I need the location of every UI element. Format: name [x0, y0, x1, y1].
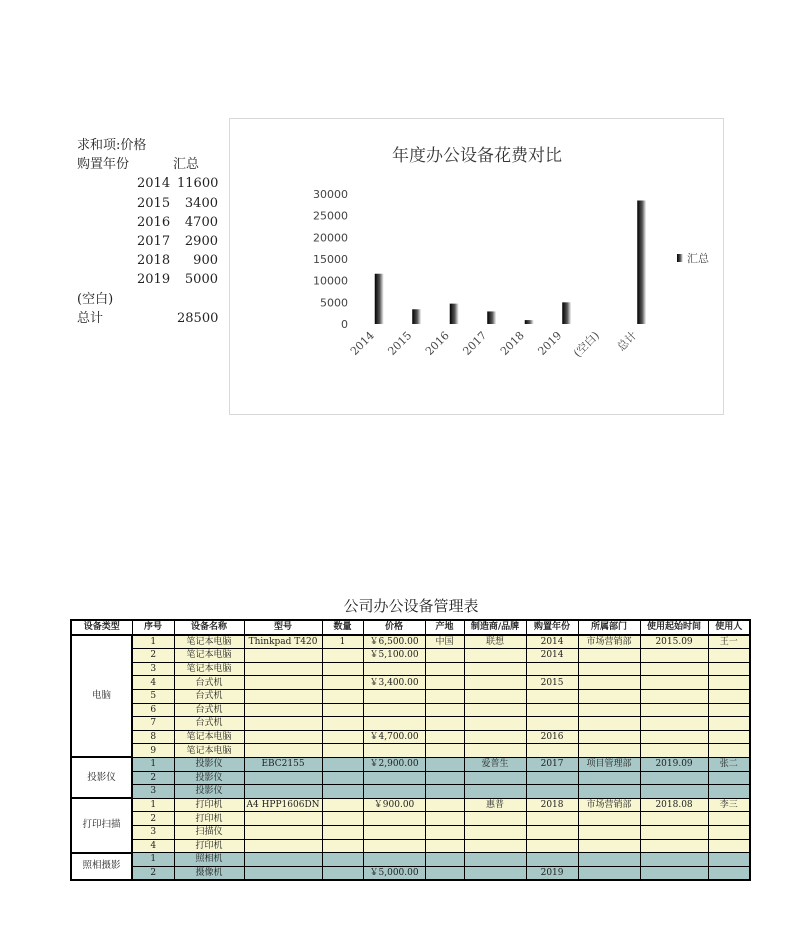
table-cell[interactable]: 6: [132, 703, 174, 717]
pivot-row-value: 900: [193, 253, 218, 269]
table-cell[interactable]: 2018.08: [640, 798, 708, 812]
table-cell[interactable]: 2014: [526, 635, 578, 649]
table-cell[interactable]: [578, 689, 640, 703]
table-cell[interactable]: [425, 757, 464, 771]
table-row: [71, 676, 750, 690]
table-cell[interactable]: [363, 744, 425, 758]
table-cell[interactable]: [322, 662, 363, 676]
table-cell[interactable]: [464, 703, 526, 717]
column-header[interactable]: 制造商/品牌: [464, 620, 526, 635]
pivot-header: 求和项:价格: [77, 138, 147, 153]
table-cell[interactable]: 照相机: [174, 853, 244, 867]
table-cell[interactable]: [578, 812, 640, 826]
category-cell[interactable]: 打印扫描: [71, 798, 132, 852]
pivot-row-value: 5000: [184, 272, 218, 288]
table-cell[interactable]: 投影仪: [174, 757, 244, 771]
table-cell[interactable]: [708, 785, 750, 799]
table-cell[interactable]: 1: [132, 635, 174, 649]
table-cell[interactable]: 笔记本电脑: [174, 662, 244, 676]
bar-2017: [487, 311, 496, 324]
table-cell[interactable]: 台式机: [174, 717, 244, 731]
table-cell[interactable]: [363, 771, 425, 785]
table-cell[interactable]: [244, 812, 322, 826]
bar-2019: [562, 302, 571, 324]
category-cell[interactable]: 照相摄影: [71, 853, 132, 881]
table-cell[interactable]: 打印机: [174, 839, 244, 853]
table-cell[interactable]: [464, 866, 526, 880]
table-cell[interactable]: [708, 866, 750, 880]
table-cell[interactable]: 2018: [526, 798, 578, 812]
legend-swatch: [677, 254, 683, 262]
x-tick-label: 2018: [497, 328, 527, 358]
column-header[interactable]: 所属部门: [578, 620, 640, 635]
x-tick-label: 2017: [460, 328, 490, 358]
table-cell[interactable]: EBC2155: [244, 757, 322, 771]
table-cell[interactable]: [363, 825, 425, 839]
x-tick-label: 2019: [535, 328, 565, 358]
table-cell[interactable]: [425, 730, 464, 744]
table-cell[interactable]: [526, 825, 578, 839]
table-cell[interactable]: 2019: [526, 866, 578, 880]
table-cell[interactable]: 联想: [464, 635, 526, 649]
table-cell[interactable]: [322, 812, 363, 826]
column-header[interactable]: 设备名称: [174, 620, 244, 635]
table-cell[interactable]: [464, 785, 526, 799]
table-cell[interactable]: ￥5,000.00: [363, 866, 425, 880]
column-header[interactable]: 型号: [244, 620, 322, 635]
pivot-row-year: 2016: [137, 214, 171, 230]
table-cell[interactable]: [464, 771, 526, 785]
table-cell[interactable]: [425, 649, 464, 663]
category-cell[interactable]: 电脑: [71, 635, 132, 758]
table-cell[interactable]: [526, 717, 578, 731]
table-cell[interactable]: 台式机: [174, 689, 244, 703]
table-cell[interactable]: [640, 717, 708, 731]
table-cell[interactable]: [640, 676, 708, 690]
table-cell[interactable]: [363, 662, 425, 676]
table-cell[interactable]: [322, 825, 363, 839]
legend-label: 汇总: [687, 252, 709, 265]
table-cell[interactable]: [640, 662, 708, 676]
table-cell[interactable]: [425, 771, 464, 785]
table-cell[interactable]: [526, 771, 578, 785]
table-cell[interactable]: [244, 853, 322, 867]
table-cell[interactable]: [425, 689, 464, 703]
table-cell[interactable]: 2: [132, 649, 174, 663]
table-cell[interactable]: [244, 785, 322, 799]
table-cell[interactable]: [578, 703, 640, 717]
column-header[interactable]: 序号: [132, 620, 174, 635]
table-cell[interactable]: [640, 825, 708, 839]
table-cell[interactable]: [425, 785, 464, 799]
table-cell[interactable]: [322, 717, 363, 731]
table-cell[interactable]: 市场营销部: [578, 635, 640, 649]
table-cell[interactable]: 投影仪: [174, 785, 244, 799]
table-row: [71, 812, 750, 826]
pivot-row-value: 11600: [177, 176, 219, 192]
table-cell[interactable]: [322, 785, 363, 799]
column-header[interactable]: 设备类型: [71, 620, 132, 635]
table-cell[interactable]: [425, 812, 464, 826]
y-tick-label: 5000: [320, 296, 348, 310]
table-cell[interactable]: [464, 649, 526, 663]
column-header[interactable]: 购置年份: [526, 620, 578, 635]
pivot-row-value: 3400: [184, 195, 218, 211]
table-cell[interactable]: [640, 853, 708, 867]
table-cell[interactable]: [464, 825, 526, 839]
table-cell[interactable]: Thinkpad T420: [244, 635, 322, 649]
table-cell[interactable]: [322, 730, 363, 744]
table-cell[interactable]: [425, 662, 464, 676]
pivot-row-value: 4700: [184, 214, 218, 230]
table-cell[interactable]: [578, 785, 640, 799]
chart-title: 年度办公设备花费对比: [392, 146, 562, 166]
table-cell[interactable]: [425, 853, 464, 867]
table-cell[interactable]: [244, 825, 322, 839]
table-cell[interactable]: [526, 853, 578, 867]
table-cell[interactable]: 1: [132, 757, 174, 771]
table-cell[interactable]: [425, 703, 464, 717]
table-cell[interactable]: [708, 730, 750, 744]
table-cell[interactable]: [708, 676, 750, 690]
table-cell[interactable]: [464, 744, 526, 758]
table-cell[interactable]: [425, 866, 464, 880]
table-cell[interactable]: 3: [132, 785, 174, 799]
table-cell[interactable]: 王一: [708, 635, 750, 649]
table-row: [71, 771, 750, 785]
column-header[interactable]: 价格: [363, 620, 425, 635]
table-cell[interactable]: [464, 812, 526, 826]
table-cell[interactable]: [464, 839, 526, 853]
table-row: [71, 635, 750, 649]
table-cell[interactable]: [322, 771, 363, 785]
table-cell[interactable]: [708, 689, 750, 703]
table-cell[interactable]: [708, 825, 750, 839]
table-cell[interactable]: [708, 649, 750, 663]
table-cell[interactable]: 笔记本电脑: [174, 635, 244, 649]
table-cell[interactable]: [322, 839, 363, 853]
pivot-row-year: 2017: [137, 233, 171, 249]
table-row: [71, 853, 750, 867]
table-cell[interactable]: 项目管理部: [578, 757, 640, 771]
table-cell[interactable]: 中国: [425, 635, 464, 649]
table-cell[interactable]: 2: [132, 866, 174, 880]
table-cell[interactable]: 1: [322, 635, 363, 649]
table-cell[interactable]: ￥3,400.00: [363, 676, 425, 690]
table-cell[interactable]: ￥900.00: [363, 798, 425, 812]
table-cell[interactable]: [464, 662, 526, 676]
table-cell[interactable]: [363, 839, 425, 853]
pivot-row-value: 2900: [184, 233, 218, 249]
y-tick-label: 10000: [313, 274, 348, 288]
table-cell[interactable]: [244, 703, 322, 717]
table-cell[interactable]: 惠普: [464, 798, 526, 812]
table-cell[interactable]: [708, 662, 750, 676]
table-cell[interactable]: [526, 703, 578, 717]
table-cell[interactable]: 2015.09: [640, 635, 708, 649]
table-cell[interactable]: [363, 703, 425, 717]
table-cell[interactable]: [640, 866, 708, 880]
table-row: [71, 744, 750, 758]
table-row: [71, 798, 750, 812]
y-tick-label: 15000: [313, 253, 348, 266]
table-row: [71, 866, 750, 880]
table-cell[interactable]: [244, 662, 322, 676]
table-cell[interactable]: [244, 866, 322, 880]
table-cell[interactable]: 1: [132, 798, 174, 812]
table-cell[interactable]: 2: [132, 812, 174, 826]
table-cell[interactable]: [526, 744, 578, 758]
table-cell[interactable]: [363, 717, 425, 731]
y-tick-label: 25000: [313, 209, 348, 223]
table-cell[interactable]: [708, 717, 750, 731]
table-cell[interactable]: [640, 839, 708, 853]
table-cell[interactable]: 笔记本电脑: [174, 730, 244, 744]
table-cell[interactable]: 5: [132, 689, 174, 703]
table-cell[interactable]: 台式机: [174, 703, 244, 717]
table-cell[interactable]: [578, 839, 640, 853]
table-cell[interactable]: [464, 676, 526, 690]
bar-2015: [412, 309, 421, 324]
y-tick-label: 0: [341, 318, 348, 331]
table-cell[interactable]: [322, 798, 363, 812]
table-cell[interactable]: 张二: [708, 757, 750, 771]
table-cell[interactable]: 打印机: [174, 798, 244, 812]
column-header[interactable]: 数量: [322, 620, 363, 635]
table-cell[interactable]: 李三: [708, 798, 750, 812]
table-cell[interactable]: [464, 717, 526, 731]
table-cell[interactable]: [526, 785, 578, 799]
table-row: [71, 689, 750, 703]
table-cell[interactable]: 台式机: [174, 676, 244, 690]
table-cell[interactable]: [526, 662, 578, 676]
table-cell[interactable]: [244, 730, 322, 744]
table-cell[interactable]: 8: [132, 730, 174, 744]
x-tick-label: 总计: [614, 328, 640, 354]
table-cell[interactable]: [425, 798, 464, 812]
table-row: [71, 785, 750, 799]
pivot-blank-label: (空白): [77, 291, 114, 307]
table-row: [71, 839, 750, 853]
table-cell[interactable]: A4 HPP1606DN: [244, 798, 322, 812]
bar-chart[interactable]: [229, 118, 724, 415]
table-cell[interactable]: [526, 839, 578, 853]
bar-2014: [375, 274, 384, 324]
chart-canvas: [230, 119, 723, 414]
table-cell[interactable]: [526, 812, 578, 826]
y-tick-label: 20000: [313, 231, 348, 245]
table-cell[interactable]: 2: [132, 771, 174, 785]
pivot-row-year: 2015: [137, 195, 171, 211]
pivot-sum-header: 汇总: [173, 157, 200, 173]
table-cell[interactable]: 2016: [526, 730, 578, 744]
bar-总计: [637, 201, 646, 325]
table-cell[interactable]: 3: [132, 662, 174, 676]
table-row: [71, 717, 750, 731]
table-cell[interactable]: [708, 839, 750, 853]
table-cell[interactable]: [244, 689, 322, 703]
pivot-total-value: 28500: [177, 310, 219, 326]
table-row: [71, 649, 750, 663]
table-cell[interactable]: [322, 649, 363, 663]
table-cell[interactable]: 市场营销部: [578, 798, 640, 812]
table-cell[interactable]: 7: [132, 717, 174, 731]
pivot-row-year: 2018: [137, 253, 171, 269]
table-cell[interactable]: [363, 785, 425, 799]
table-cell[interactable]: 扫描仪: [174, 825, 244, 839]
table-cell[interactable]: [708, 812, 750, 826]
table-cell[interactable]: 2014: [526, 649, 578, 663]
table-cell[interactable]: [244, 717, 322, 731]
table-cell[interactable]: [425, 825, 464, 839]
x-tick-label: 2016: [422, 328, 452, 358]
table-cell[interactable]: 4: [132, 839, 174, 853]
table-cell[interactable]: [322, 676, 363, 690]
table-cell[interactable]: [322, 866, 363, 880]
table-cell[interactable]: [363, 812, 425, 826]
table-cell[interactable]: [322, 703, 363, 717]
pivot-row-year: 2014: [137, 176, 171, 192]
table-cell[interactable]: ￥2,900.00: [363, 757, 425, 771]
table-cell[interactable]: [244, 744, 322, 758]
table-cell[interactable]: ￥6,500.00: [363, 635, 425, 649]
table-cell[interactable]: [640, 730, 708, 744]
table-cell[interactable]: [708, 744, 750, 758]
bar-2018: [525, 320, 534, 324]
table-row: [71, 703, 750, 717]
table-cell[interactable]: [244, 771, 322, 785]
table-cell[interactable]: [640, 689, 708, 703]
table-cell[interactable]: [425, 676, 464, 690]
x-tick-label: 2014: [347, 328, 377, 358]
table-cell[interactable]: [578, 866, 640, 880]
table-cell[interactable]: [578, 730, 640, 744]
table-cell[interactable]: [708, 771, 750, 785]
table-cell[interactable]: [464, 853, 526, 867]
table-cell[interactable]: [322, 853, 363, 867]
pivot-year-header: 购置年份: [77, 157, 130, 173]
table-cell[interactable]: 2015: [526, 676, 578, 690]
table-cell[interactable]: 爱普生: [464, 757, 526, 771]
table-cell[interactable]: [640, 771, 708, 785]
table-cell[interactable]: [363, 853, 425, 867]
table-cell[interactable]: [578, 676, 640, 690]
table-cell[interactable]: [244, 839, 322, 853]
equipment-table: [70, 619, 751, 881]
pivot-total-label: 总计: [77, 310, 104, 326]
x-tick-label: (空白): [571, 328, 602, 360]
x-tick-label: 2015: [385, 328, 415, 358]
table-cell[interactable]: [708, 853, 750, 867]
table-cell[interactable]: [578, 771, 640, 785]
table-cell[interactable]: [322, 689, 363, 703]
table-cell[interactable]: [708, 703, 750, 717]
table-cell[interactable]: ￥5,100.00: [363, 649, 425, 663]
table-cell[interactable]: [640, 785, 708, 799]
table-cell[interactable]: 打印机: [174, 812, 244, 826]
table-cell[interactable]: [640, 812, 708, 826]
table-cell[interactable]: [578, 744, 640, 758]
table-cell[interactable]: [640, 703, 708, 717]
table-cell[interactable]: [640, 649, 708, 663]
table-cell[interactable]: [578, 825, 640, 839]
column-header[interactable]: 使用起始时间: [640, 620, 708, 635]
column-header[interactable]: 产地: [425, 620, 464, 635]
table-cell[interactable]: [363, 689, 425, 703]
table-row: [71, 825, 750, 839]
table-cell[interactable]: [425, 744, 464, 758]
bar-2016: [450, 304, 459, 324]
table-cell[interactable]: [578, 662, 640, 676]
table-cell[interactable]: 笔记本电脑: [174, 649, 244, 663]
table-row: [71, 662, 750, 676]
table-title: 公司办公设备管理表: [343, 597, 479, 615]
table-cell[interactable]: [244, 676, 322, 690]
table-cell[interactable]: 笔记本电脑: [174, 744, 244, 758]
table-cell[interactable]: 4: [132, 676, 174, 690]
table-cell[interactable]: 3: [132, 825, 174, 839]
table-cell[interactable]: [578, 853, 640, 867]
table-cell[interactable]: 9: [132, 744, 174, 758]
table-cell[interactable]: [425, 839, 464, 853]
table-cell[interactable]: [526, 689, 578, 703]
category-cell[interactable]: 投影仪: [71, 757, 132, 798]
table-cell[interactable]: 1: [132, 853, 174, 867]
table-cell[interactable]: 投影仪: [174, 771, 244, 785]
table-cell[interactable]: [578, 649, 640, 663]
table-cell[interactable]: [464, 730, 526, 744]
table-cell[interactable]: [322, 744, 363, 758]
table-cell[interactable]: [578, 717, 640, 731]
pivot-row-year: 2019: [137, 272, 171, 288]
table-cell[interactable]: [425, 717, 464, 731]
table-cell[interactable]: 2017: [526, 757, 578, 771]
column-header[interactable]: 使用人: [708, 620, 750, 635]
table-cell[interactable]: [244, 649, 322, 663]
table-cell[interactable]: [640, 744, 708, 758]
table-row: [71, 730, 750, 744]
table-cell[interactable]: 摄像机: [174, 866, 244, 880]
table-cell[interactable]: [464, 689, 526, 703]
table-cell[interactable]: ￥4,700.00: [363, 730, 425, 744]
table-cell[interactable]: 2019.09: [640, 757, 708, 771]
table-row: [71, 757, 750, 771]
table-cell[interactable]: [322, 757, 363, 771]
y-tick-label: 30000: [313, 188, 348, 201]
